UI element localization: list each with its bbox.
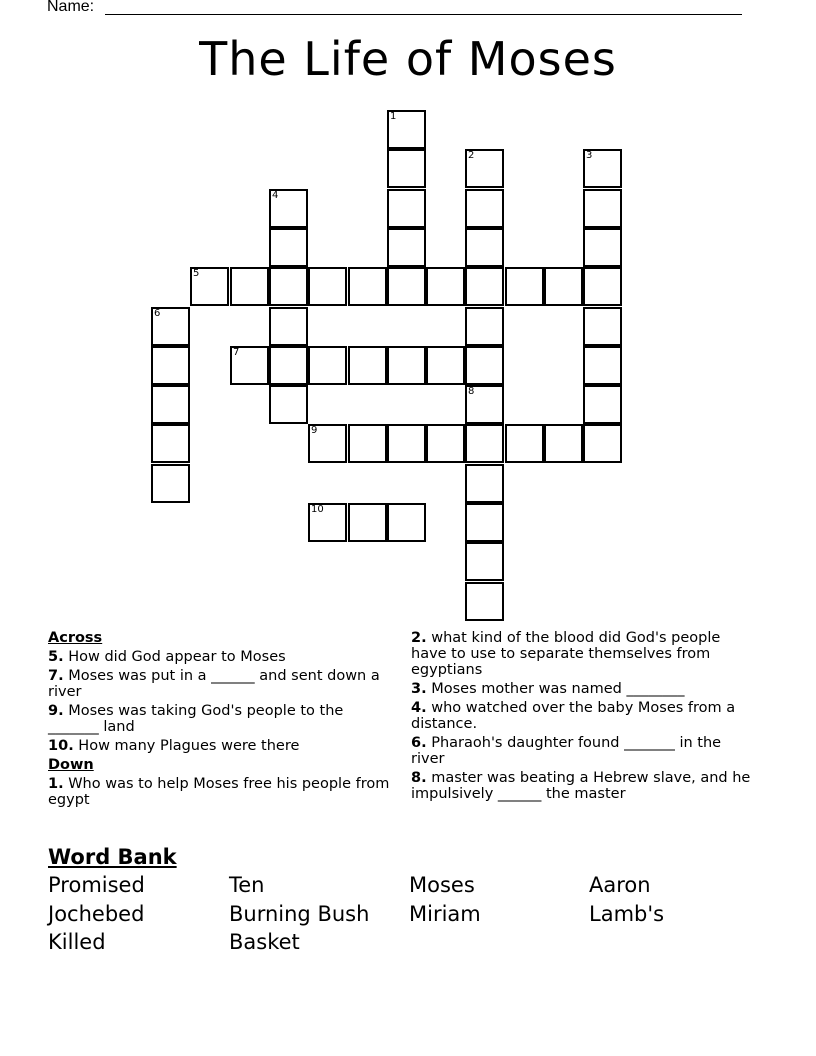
crossword-cell[interactable] xyxy=(583,228,622,267)
crossword-cell[interactable] xyxy=(583,149,622,188)
cell-number: 10 xyxy=(311,504,324,515)
clue-down-2: 2. what kind of the blood did God's people have to use to separate themselves from egyptians xyxy=(411,630,721,678)
crossword-cell[interactable] xyxy=(583,267,622,306)
clue-across-5: 5. How did God appear to Moses xyxy=(48,649,286,665)
word-bank-item: Moses xyxy=(409,873,475,897)
crossword-cell[interactable] xyxy=(465,189,504,228)
cell-number: 4 xyxy=(272,190,279,201)
crossword-cell[interactable] xyxy=(465,503,504,542)
crossword-cell[interactable] xyxy=(348,346,387,385)
word-bank-item: Lamb's xyxy=(589,902,665,926)
crossword-cell[interactable] xyxy=(505,267,544,306)
clues-right-column xyxy=(411,630,756,805)
cell-number: 5 xyxy=(193,268,200,279)
word-bank-item: Basket xyxy=(229,930,300,954)
cell-number: 2 xyxy=(468,150,475,161)
crossword-cell[interactable] xyxy=(387,346,426,385)
crossword-cell[interactable] xyxy=(426,267,465,306)
crossword-cell[interactable] xyxy=(230,346,269,385)
crossword-cell[interactable] xyxy=(151,424,190,463)
word-bank-item: Ten xyxy=(229,873,265,897)
clue-across-7: 7. Moses was put in a ______ and sent down a river xyxy=(48,668,380,700)
cell-number: 8 xyxy=(468,386,475,397)
crossword-cell[interactable] xyxy=(387,503,426,542)
crossword-cell[interactable] xyxy=(465,346,504,385)
crossword-cell[interactable] xyxy=(583,307,622,346)
cell-number: 7 xyxy=(233,347,240,358)
crossword-cell[interactable] xyxy=(348,424,387,463)
crossword-cell[interactable] xyxy=(465,542,504,581)
word-bank-item: Miriam xyxy=(409,902,481,926)
crossword-cell[interactable] xyxy=(465,307,504,346)
clues-left-column xyxy=(48,630,393,811)
crossword-cell[interactable] xyxy=(151,385,190,424)
clue-down-3: 3. Moses mother was named ________ xyxy=(411,681,685,697)
crossword-cell[interactable] xyxy=(269,189,308,228)
cell-number: 6 xyxy=(154,308,161,319)
crossword-cell[interactable] xyxy=(544,267,583,306)
crossword-cell[interactable] xyxy=(308,424,347,463)
crossword-cell[interactable] xyxy=(583,346,622,385)
crossword-cell[interactable] xyxy=(465,267,504,306)
word-bank-item: Burning Bush xyxy=(229,902,370,926)
crossword-cell[interactable] xyxy=(151,464,190,503)
crossword-cell[interactable] xyxy=(348,503,387,542)
clue-across-9: 9. Moses was taking God's people to the _______ land xyxy=(48,703,344,735)
crossword-cell[interactable] xyxy=(269,267,308,306)
crossword-cell[interactable] xyxy=(151,346,190,385)
word-bank-item: Jochebed xyxy=(48,902,145,926)
crossword-cell[interactable] xyxy=(387,228,426,267)
crossword-cell[interactable] xyxy=(387,149,426,188)
crossword-cell[interactable] xyxy=(269,346,308,385)
down-header: Down xyxy=(48,757,94,773)
crossword-cell[interactable] xyxy=(190,267,229,306)
page-title: The Life of Moses xyxy=(199,32,617,86)
crossword-cell[interactable] xyxy=(465,582,504,621)
cell-number: 3 xyxy=(586,150,593,161)
crossword-cell[interactable] xyxy=(465,424,504,463)
cell-number: 9 xyxy=(311,425,318,436)
crossword-cell[interactable] xyxy=(269,307,308,346)
clue-down-8: 8. master was beating a Hebrew slave, and he impulsively ______ the master xyxy=(411,770,751,802)
crossword-cell[interactable] xyxy=(230,267,269,306)
word-bank-title: Word Bank xyxy=(48,845,177,869)
crossword-cell[interactable] xyxy=(387,267,426,306)
name-label: Name: xyxy=(47,0,95,15)
crossword-cell[interactable] xyxy=(387,424,426,463)
crossword-cell[interactable] xyxy=(387,110,426,149)
crossword-cell[interactable] xyxy=(269,385,308,424)
clue-down-4: 4. who watched over the baby Moses from a distance. xyxy=(411,700,736,732)
crossword-cell[interactable] xyxy=(426,346,465,385)
crossword-cell[interactable] xyxy=(348,267,387,306)
crossword-cell[interactable] xyxy=(583,189,622,228)
crossword-cell[interactable] xyxy=(151,307,190,346)
clue-across-10: 10. How many Plagues were there xyxy=(48,738,300,754)
word-bank-item: Aaron xyxy=(589,873,651,897)
crossword-cell[interactable] xyxy=(583,385,622,424)
clue-down-1: 1. Who was to help Moses free his people from egypt xyxy=(48,776,390,808)
crossword-cell[interactable] xyxy=(465,228,504,267)
crossword-cell[interactable] xyxy=(544,424,583,463)
crossword-cell[interactable] xyxy=(583,424,622,463)
clue-down-6: 6. Pharaoh's daughter found _______ in the river xyxy=(411,735,722,767)
crossword-cell[interactable] xyxy=(308,267,347,306)
crossword-cell[interactable] xyxy=(387,189,426,228)
cell-number: 1 xyxy=(390,111,397,122)
crossword-cell[interactable] xyxy=(465,385,504,424)
crossword-cell[interactable] xyxy=(465,149,504,188)
across-header: Across xyxy=(48,630,103,646)
crossword-cell[interactable] xyxy=(269,228,308,267)
crossword-cell[interactable] xyxy=(465,464,504,503)
crossword-cell[interactable] xyxy=(505,424,544,463)
crossword-cell[interactable] xyxy=(426,424,465,463)
word-bank-item: Promised xyxy=(48,873,145,897)
word-bank-item: Killed xyxy=(48,930,106,954)
crossword-cell[interactable] xyxy=(308,346,347,385)
crossword-cell[interactable] xyxy=(308,503,347,542)
